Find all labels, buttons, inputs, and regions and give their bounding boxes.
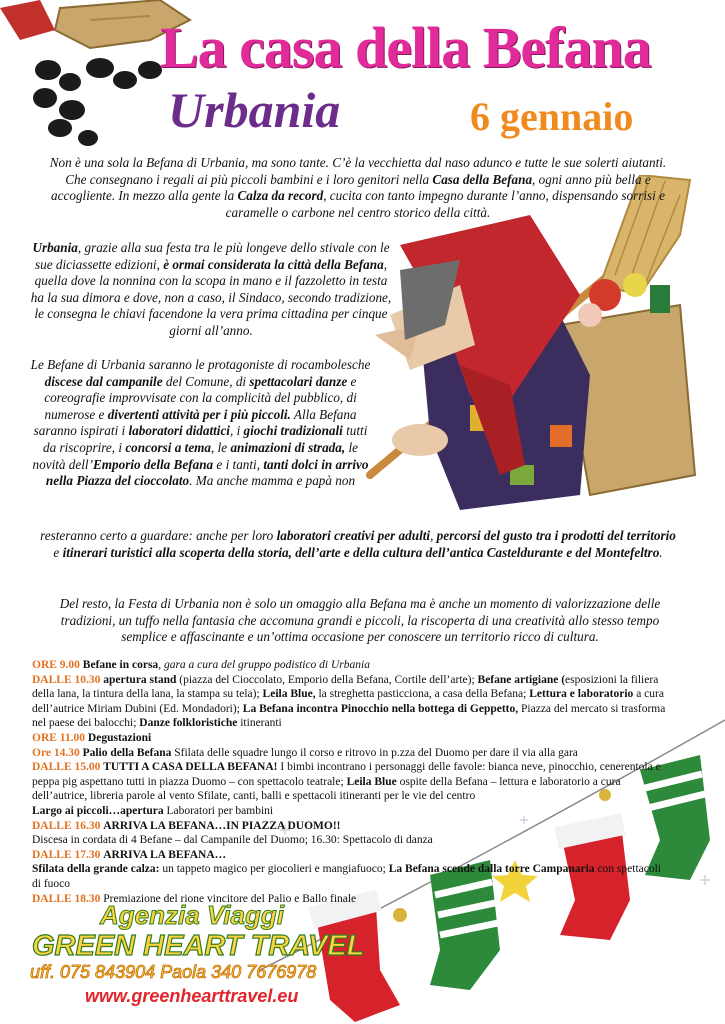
agency-name: GREEN HEART TRAVEL: [32, 930, 365, 962]
program-item: DALLE 17.30 ARRIVA LA BEFANA…: [32, 848, 227, 861]
agency-website-link[interactable]: www.greenhearttravel.eu: [85, 986, 299, 1006]
program-item: Discesa in cordata di 4 Befane – dal Campanile del Duomo; 16.30: Spettacolo di danza: [32, 834, 433, 847]
intro-paragraph-1: Non è una sola la Befana di Urbania, ma sono tante. C’è la vecchietta dal naso adunco e tutte le sue solerti aiutanti. Che consegnano i regali ai più piccoli bambini e i loro genitori nella Casa della Befana, ogni anno più bella e accogliente. In mezzo alla gente la Calza da record, cucita con tanto impegno durante l’anno, dispensando sorrisi e caramelle o carbone nel centro storico della città.: [49, 155, 667, 220]
program-item: DALLE 10.30 apertura stand (piazza del Cioccolato, Emporio della Befana, Cortile dell’arte); Befane artigiane (esposizioni la filiera della lana, la tintura della lana, la stampa su tela); Leila Blue, la streghetta pasticciona, a casa della Befana; Lettura e laboratorio a cura dell’autrice Miriam Dubini (Ed. Mondadori); La Befana incontra Pinocchio nella bottega di Geppetto, Piazza del mercato si trasforma nel paese dei balocchi; Danze folkloristiche itineranti: [32, 673, 666, 730]
program-item: Largo ai piccoli…apertura Laboratori per bambini: [32, 804, 274, 817]
event-date: 6 gennaio: [470, 94, 634, 139]
program-item: DALLE 15.00 TUTTI A CASA DELLA BEFANA! I bimbi incontrano i personaggi delle favole: bianca neve, pinocchio, cenerentola e peppa pig aspettano tutti in piazza Duomo – con spettacolo teatrale; Leila Blue ospite della Befana – lettura e laboratorio a cura dell’autrice, libreria parole al vento Sfilate, canti, balli e spettacoli itineranti per le vie del centro: [32, 761, 661, 803]
intro-paragraph-2: Urbania, grazie alla sua festa tra le più longeve dello stivale con le sue diciassette edizioni, è ormai considerata la città della Befana, quella dove la nonnina con la scopa in mano e il fazzoletto in testa ha la sua dimora e dove, non a caso, il Sindaco, secondo tradizione, le consegna le chiavi facendone la vera prima cittadina per cinque giorni all’anno.: [30, 240, 392, 338]
page-subtitle: Urbania: [168, 82, 341, 138]
program-item: DALLE 18.30 Premiazione del rione vincitore del Palio e Ballo finale: [32, 892, 357, 905]
befana-doll-illustration: [350, 175, 725, 520]
intro-paragraph-3: Le Befane di Urbania saranno le protagoniste di rocambolesche discese dal campanile del Comune, di spettacolari danze e coreografie improvvisate con la complicità del pubblico, di numerose e divertenti attività per i più piccoli. Alla Befana saranno ispirati i laboratori didattici, i giochi tradizionali tutti da riscoprire, i concorsi a tema, le animazioni di strada, le novità dell’Emporio della Befana e i tanti, tanti dolci in arrivo nella Piazza del cioccolato. Ma anche mamma e papà non: [30, 357, 371, 489]
program-item: Sfilata della grande calza: un tappeto magico per giocolieri e mangiafuoco; La Befana scende dalla torre Campanaria con spettacoli di fuoco: [32, 863, 661, 890]
program-item: Ore 14.30 Palio della Befana Sfilata delle squadre lungo il corso e ritrovo in p.zza del Duomo per dare il via alla gara: [32, 746, 578, 759]
program-item: ORE 11.00 Degustazioni: [32, 731, 152, 744]
program-item: ORE 9.00 Befane in corsa, gara a cura del gruppo podistico di Urbania: [32, 659, 370, 671]
intro-paragraph-5: Del resto, la Festa di Urbania non è solo un omaggio alla Befana ma è anche un momento di valorizzazione delle tradizioni, un tuffo nella fantasia che accomuna grandi e piccoli, la riscoperta di una creatività allo stesso tempo semplice e affascinante e un’ottima occasione per conoscere un territorio ricco di cultura.: [59, 596, 661, 645]
program-item: DALLE 16.30 ARRIVA LA BEFANA…IN PIAZZA DUOMO!!: [32, 819, 341, 832]
page-title: La casa della Befana: [160, 15, 651, 80]
agency-phones: uff. 075 843904 Paola 340 7676978: [30, 962, 317, 982]
agency-label: Agenzia Viaggi: [100, 900, 284, 930]
intro-paragraph-4: resteranno certo a guardare: anche per loro laboratori creativi per adulti, percorsi del gusto tra i prodotti del territorio e itinerari turistici alla scoperta della storia, dell’arte e della cultura dell’antica Casteldurante e del Montefeltro.: [40, 528, 676, 560]
event-program: [32, 658, 672, 906]
